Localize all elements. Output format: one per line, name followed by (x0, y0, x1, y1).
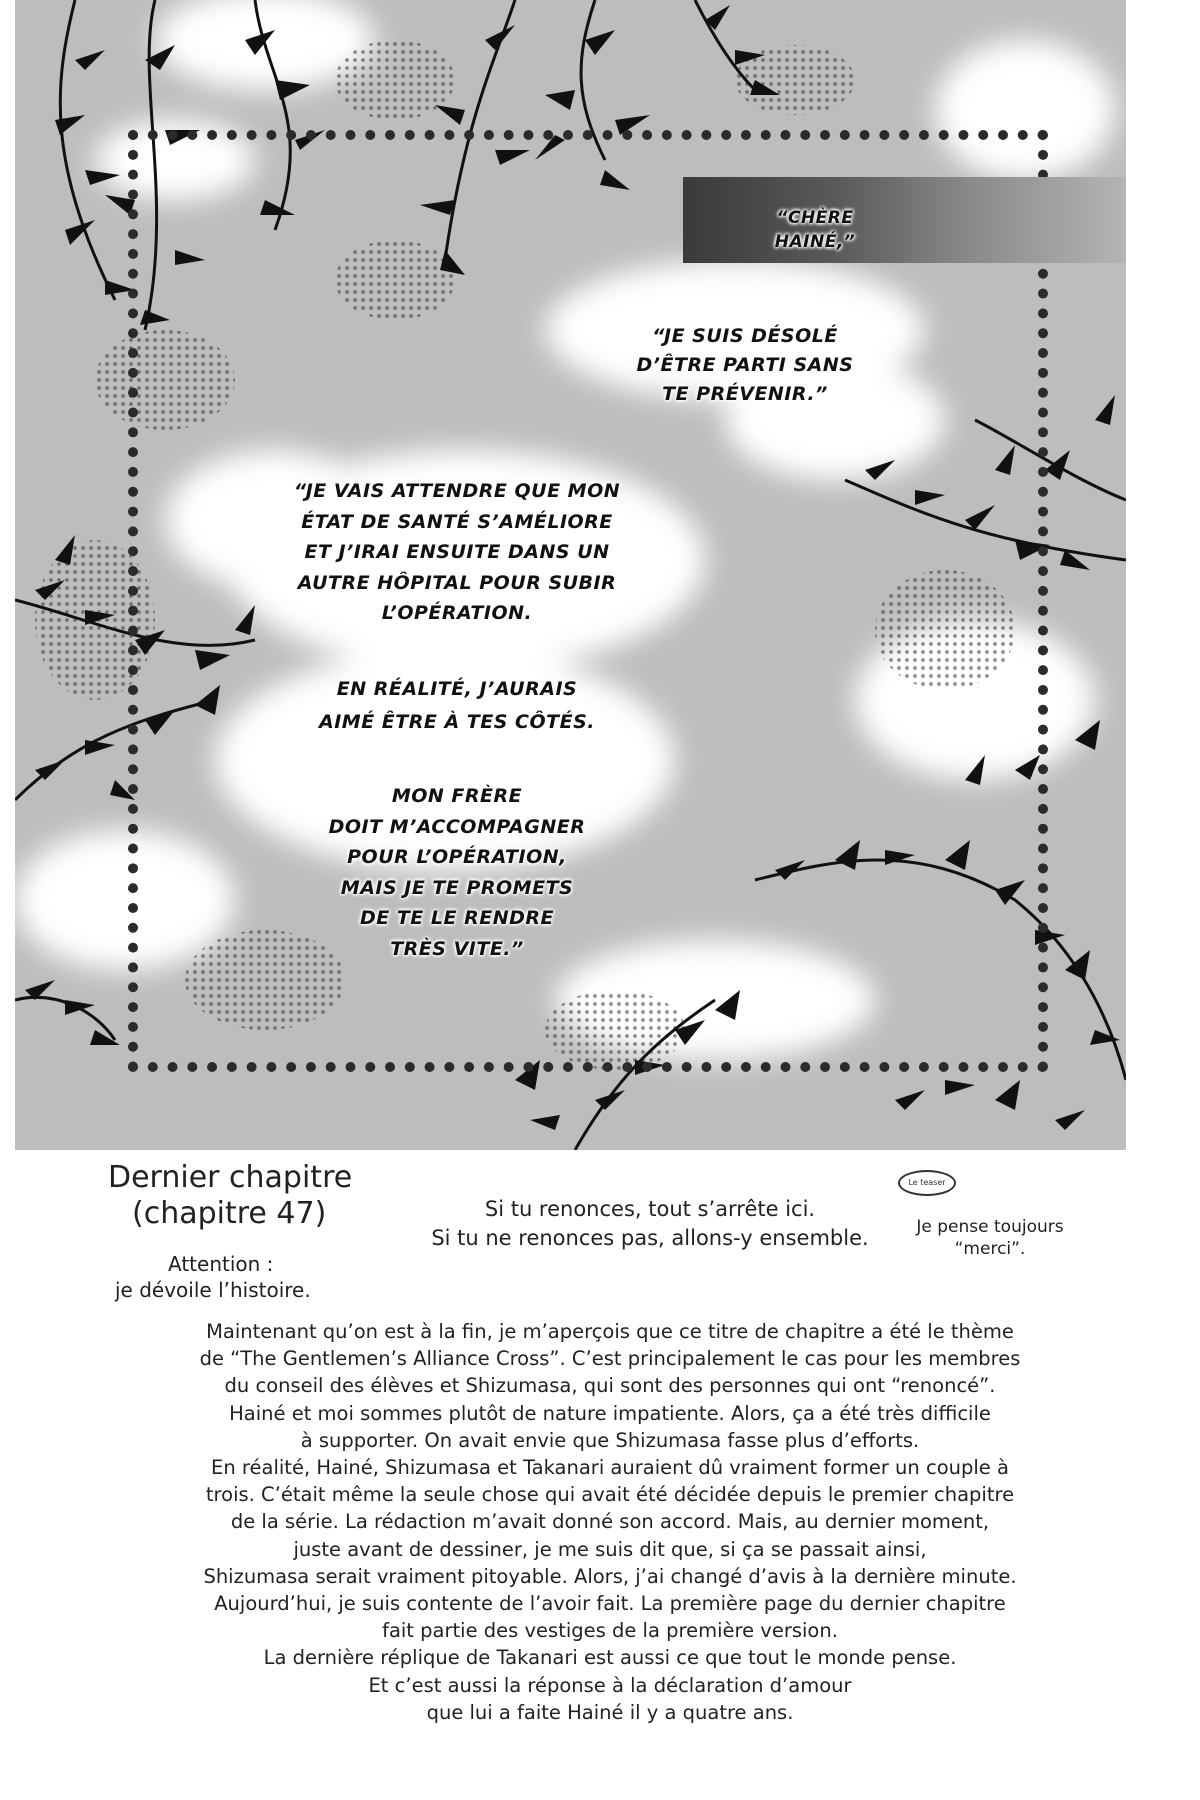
body-line: de la série. La rédaction m’avait donné son accord. Mais, au dernier moment, (230, 1510, 990, 1534)
body-line: à supporter. On avait envie que Shizumasa fasse plus d’efforts. (300, 1428, 920, 1452)
body-line: juste avant de dessiner, je me suis dit que, si ça se passait ainsi, (293, 1537, 927, 1561)
speech-line: MAIS JE TE PROMETS (340, 876, 574, 899)
speech-line: AIMÉ ÊTRE À TES CÔTÉS. (319, 711, 595, 733)
spoiler-warning-text: je dévoile l’histoire. (115, 1278, 311, 1302)
body-line: de “The Gentlemen’s Alliance Cross”. C’est principalement le cas pour les membres (199, 1347, 1021, 1371)
body-line: fait partie des vestiges de la première version. (382, 1619, 838, 1643)
body-line: Et c’est aussi la réponse à la déclaration d’amour (368, 1673, 852, 1697)
speech-line: DE TE LE RENDRE (359, 907, 554, 929)
speech-line: EN RÉALITÉ, J’AURAIS (336, 678, 578, 700)
body-line: Shizumasa serait vraiment pitoyable. Alors, j’ai changé d’avis à la dernière minute. (203, 1564, 1017, 1588)
speech-line: MON FRÈRE (391, 785, 523, 807)
body-line: trois. C’était même la seule chose qui avait été décidée depuis le premier chapitre (205, 1483, 1015, 1507)
speech-line: POUR L’OPÉRATION, (347, 846, 567, 868)
speech-line: “JE SUIS DÉSOLÉ (652, 325, 838, 347)
speech-line: TE PRÉVENIR.” (662, 383, 828, 405)
speech-text-brother (262, 781, 652, 964)
chapter-title: Dernier chapitre (108, 1160, 353, 1195)
body-line: Hainé et moi sommes plutôt de nature impatiente. Alors, ça a été très difficile (229, 1401, 991, 1425)
body-line: La dernière réplique de Takanari est aussi ce que tout le monde pense. (263, 1646, 957, 1670)
body-line: que lui a faite Hainé il y a quatre ans. (426, 1700, 794, 1724)
motto-line: Si tu ne renonces pas, allons-y ensemble. (431, 1226, 869, 1250)
speech-line: “JE VAIS ATTENDRE QUE MON (293, 480, 621, 502)
chapter-motto (420, 1195, 880, 1253)
speech-text-sorry (600, 322, 890, 409)
teaser-text (900, 1216, 1080, 1260)
body-line: Aujourd’hui, je suis contente de l’avoir fait. La première page du dernier chapitre (214, 1592, 1006, 1616)
speech-line: D’ÊTRE PARTI SANS (636, 354, 854, 376)
spoiler-warning-heading: Attention : (168, 1252, 274, 1276)
teaser-line: “merci”. (954, 1239, 1026, 1259)
motto-line: Si tu renonces, tout s’arrête ici. (484, 1197, 816, 1221)
speech-line: TRÈS VITE.” (390, 937, 524, 960)
speech-text-wait (262, 476, 652, 629)
body-line: du conseil des élèves et Shizumasa, qui sont des personnes qui ont “renoncé”. (224, 1374, 996, 1398)
speech-line: DOIT M’ACCOMPAGNER (328, 815, 586, 838)
chapter-number: (chapitre 47) (132, 1196, 327, 1231)
speech-text-reality (262, 673, 652, 739)
body-line: Maintenant qu’on est à la fin, je m’aperçois que ce titre de chapitre a été le thème (206, 1320, 1014, 1343)
body-line: En réalité, Hainé, Shizumasa et Takanari auraient dû vraiment former un couple à (211, 1456, 1009, 1480)
speech-line: ET J’IRAI ENSUITE DANS UN (304, 541, 610, 563)
teaser-line: Je pense toujours (916, 1217, 1064, 1237)
teaser-badge: Le teaser (898, 1170, 956, 1196)
speech-line: AUTRE HÔPITAL POUR SUBIR (297, 571, 617, 594)
speech-line: ÉTAT DE SANTÉ S’AMÉLIORE (301, 510, 613, 533)
speech-line: L’OPÉRATION. (381, 602, 533, 624)
afterword-body (110, 1318, 1110, 1726)
caption-text: “CHÈRE HAINÉ,” (774, 208, 856, 252)
